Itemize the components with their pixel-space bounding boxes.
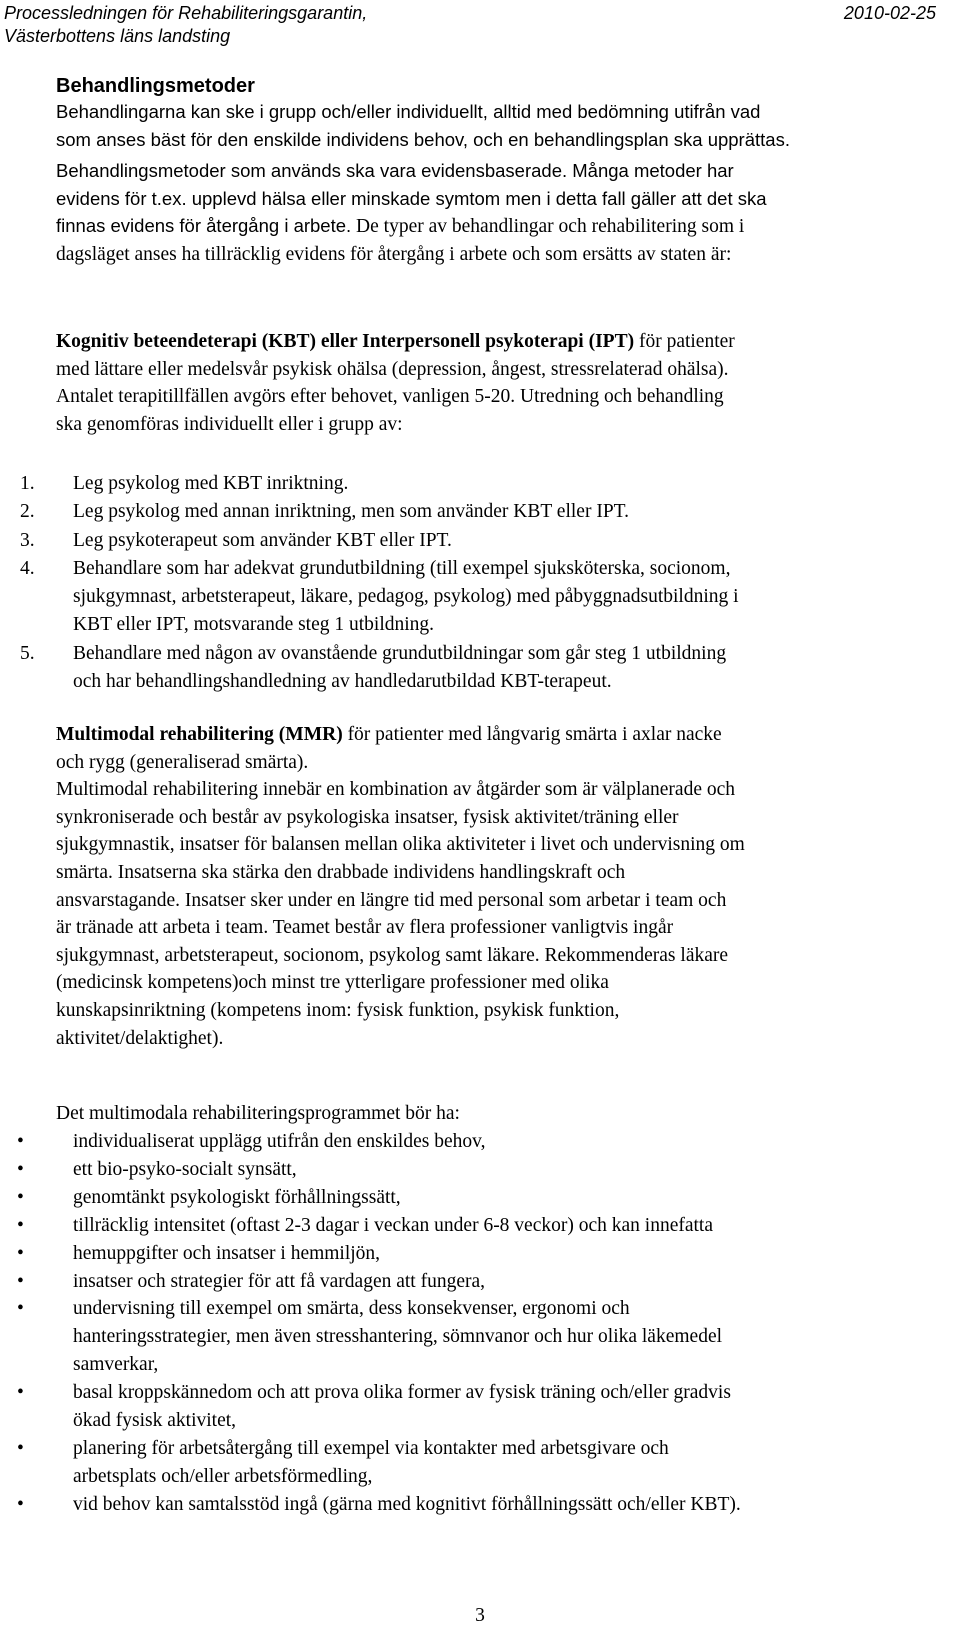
evidence-line: Behandlingsmetoder som används ska vara evidensbaserade. Många metoder har bbox=[56, 160, 734, 181]
list-item-text: Leg psykolog med annan inriktning, men som använder KBT eller IPT. bbox=[73, 501, 629, 523]
list-item-text: tillräcklig intensitet (oftast 2-3 dagar i veckan under 6-8 veckor) och kan innefatta bbox=[73, 1214, 714, 1236]
list-number: 5. bbox=[20, 642, 35, 664]
list-item bbox=[0, 1491, 960, 1519]
evidence-line-start: finnas evidens för återgång i arbete. bbox=[56, 215, 352, 236]
list-item bbox=[0, 527, 960, 555]
list-item-text: samverkar, bbox=[73, 1354, 159, 1376]
list-item-text: insatser och strategier för att få vardagen att fungera, bbox=[73, 1270, 486, 1292]
header-organization-line1: Processledningen för Rehabiliteringsgarantin, bbox=[4, 3, 368, 23]
bullet-marker: • bbox=[17, 1131, 24, 1152]
mmr-bold-lead: Multimodal rehabilitering (MMR) bbox=[56, 724, 343, 745]
list-item bbox=[0, 555, 960, 640]
list-item bbox=[0, 1268, 960, 1296]
list-number: 3. bbox=[20, 529, 35, 551]
list-item bbox=[0, 1128, 960, 1156]
mmr-line: (medicinsk kompetens)och minst tre ytterligare professioner med olika bbox=[56, 972, 609, 994]
mmr-line: och rygg (generaliserad smärta). bbox=[56, 751, 309, 773]
mmr-paragraph bbox=[56, 721, 946, 1052]
list-item-text: arbetsplats och/eller arbetsförmedling, bbox=[73, 1465, 373, 1487]
mmr-line: synkroniserade och består av psykologiska insatser, fysisk aktivitet/träning eller bbox=[56, 806, 679, 828]
bullet-marker: • bbox=[17, 1242, 24, 1264]
list-number: 1. bbox=[20, 473, 35, 494]
kbt-bold-lead: Kognitiv beteendeterapi (KBT) eller Interpersonell psykoterapi (IPT) bbox=[56, 331, 635, 352]
list-item bbox=[0, 498, 960, 526]
list-item-text: Leg psykolog med KBT inriktning. bbox=[73, 473, 349, 494]
mmr-line: Multimodal rehabilitering innebär en kombination av åtgärder som är välplanerade och bbox=[56, 779, 736, 801]
list-item bbox=[0, 1212, 960, 1240]
list-item bbox=[0, 470, 960, 498]
list-item-text: hemuppgifter och insatser i hemmiljön, bbox=[73, 1242, 381, 1264]
list-item-text: basal kroppskännedom och att prova olika former av fysisk träning och/eller gradvis bbox=[73, 1382, 731, 1404]
intro-line: som anses bäst för den enskilde individens behov, och en behandlingsplan ska upprättas. bbox=[56, 128, 790, 150]
mmr-line: aktivitet/delaktighet). bbox=[56, 1027, 224, 1049]
list-number: 4. bbox=[20, 557, 35, 579]
evidence-line-tail: De typer av behandlingar och rehabilitering som i bbox=[351, 216, 745, 237]
list-item-text: vid behov kan samtalsstöd ingå (gärna med kognitivt förhållningssätt och/eller KBT). bbox=[73, 1493, 741, 1515]
intro-line: Behandlingarna kan ske i grupp och/eller individuellt, alltid med bedömning utifrån vad bbox=[56, 101, 761, 122]
list-item-text: ett bio-psyko-socialt synsätt, bbox=[73, 1158, 297, 1180]
mmr-line: är tränade att arbeta i team. Teamet består av flera professioner vanligtvis ingår bbox=[56, 917, 674, 939]
list-item-text: Behandlare med någon av ovanstående grundutbildningar som går steg 1 utbildning bbox=[73, 642, 727, 664]
list-item bbox=[0, 1435, 960, 1491]
list-item-text: Behandlare som har adekvat grundutbildning (till exempel sjuksköterska, socionom, bbox=[73, 557, 731, 579]
bullet-marker: • bbox=[17, 1214, 24, 1236]
mmr-line: ansvarstagande. Insatser sker under en längre tid med personal som arbetar i team och bbox=[56, 889, 727, 911]
list-item-text: sjukgymnast, arbetsterapeut, läkare, pedagog, psykolog) med påbyggnadsutbildning i bbox=[73, 586, 739, 608]
kbt-line: med lättare eller medelsvår psykisk ohälsa (depression, ångest, stressrelaterad ohälsa). bbox=[56, 358, 729, 380]
header-date: 2010-02-25 bbox=[843, 3, 936, 23]
page-header bbox=[4, 2, 936, 48]
bullet-marker: • bbox=[17, 1158, 24, 1180]
list-item bbox=[0, 1295, 960, 1379]
list-item-text: hanteringsstrategier, men även stresshantering, sömnvanor och hur olika läkemedel bbox=[73, 1326, 723, 1348]
kbt-line: ska genomföras individuellt eller i grupp av: bbox=[56, 413, 403, 435]
kbt-lead-tail: för patienter bbox=[634, 331, 735, 352]
evidence-line: dagsläget anses ha tillräcklig evidens för återgång i arbete och som ersätts av staten är: bbox=[56, 243, 732, 265]
mmr-line: sjukgymnastik, insatser för balansen mellan olika aktiviteter i livet och undervisning om bbox=[56, 834, 745, 856]
list-item-text: KBT eller IPT, motsvarande steg 1 utbildning. bbox=[73, 614, 435, 636]
mmr-lead-tail: för patienter med långvarig smärta i axlar nacke bbox=[342, 724, 722, 745]
evidence-line bbox=[56, 212, 936, 241]
list-item-text: undervisning till exempel om smärta, dess konsekvenser, ergonomi och bbox=[73, 1298, 630, 1320]
list-item-text: ökad fysisk aktivitet, bbox=[73, 1410, 237, 1432]
kbt-paragraph bbox=[56, 328, 946, 438]
list-item-text: Leg psykoterapeut som använder KBT eller IPT. bbox=[73, 529, 452, 551]
list-item-text: genomtänkt psykologiskt förhållningssätt, bbox=[73, 1186, 401, 1208]
kbt-line: Antalet terapitillfällen avgörs efter behovet, vanligen 5-20. Utredning och behandling bbox=[56, 386, 724, 407]
list-item bbox=[0, 1156, 960, 1184]
program-bullet-list bbox=[0, 1128, 960, 1519]
evidence-paragraph bbox=[56, 157, 936, 268]
header-organization-line2: Västerbottens läns landsting bbox=[4, 26, 231, 46]
mmr-line: sjukgymnast, arbetsterapeut, socionom, psykolog samt läkare. Rekommenderas läkare bbox=[56, 944, 729, 966]
list-item bbox=[0, 640, 960, 697]
list-item-text: och har behandlingshandledning av handledarutbildad KBT-terapeut. bbox=[73, 671, 612, 693]
kbt-line bbox=[56, 328, 946, 356]
list-item-text: planering för arbetsåtergång till exempel via kontakter med arbetsgivare och bbox=[73, 1437, 669, 1459]
bullet-marker: • bbox=[17, 1186, 24, 1208]
mmr-line: smärta. Insatserna ska stärka den drabbade individens handlingskraft och bbox=[56, 861, 626, 883]
evidence-line: evidens för t.ex. upplevd hälsa eller minskade symtom men i detta fall gäller att det ska bbox=[56, 187, 767, 209]
list-item bbox=[0, 1379, 960, 1435]
list-item bbox=[0, 1184, 960, 1212]
intro-paragraph bbox=[56, 98, 936, 153]
page-number: 3 bbox=[475, 1605, 485, 1626]
bullet-marker: • bbox=[17, 1298, 24, 1320]
list-item bbox=[0, 1240, 960, 1268]
section-heading: Behandlingsmetoder bbox=[56, 75, 255, 97]
bullet-marker: • bbox=[17, 1382, 24, 1404]
bullet-marker: • bbox=[17, 1437, 24, 1459]
list-number: 2. bbox=[20, 501, 35, 523]
mmr-line: kunskapsinriktning (kompetens inom: fysisk funktion, psykisk funktion, bbox=[56, 999, 620, 1021]
bullet-marker: • bbox=[17, 1493, 24, 1515]
program-intro: Det multimodala rehabiliteringsprogrammet bör ha: bbox=[56, 1103, 460, 1124]
list-item-text: individualiserat upplägg utifrån den enskildes behov, bbox=[73, 1131, 486, 1152]
provider-list bbox=[0, 470, 960, 696]
mmr-line bbox=[56, 721, 946, 749]
bullet-marker: • bbox=[17, 1270, 24, 1292]
